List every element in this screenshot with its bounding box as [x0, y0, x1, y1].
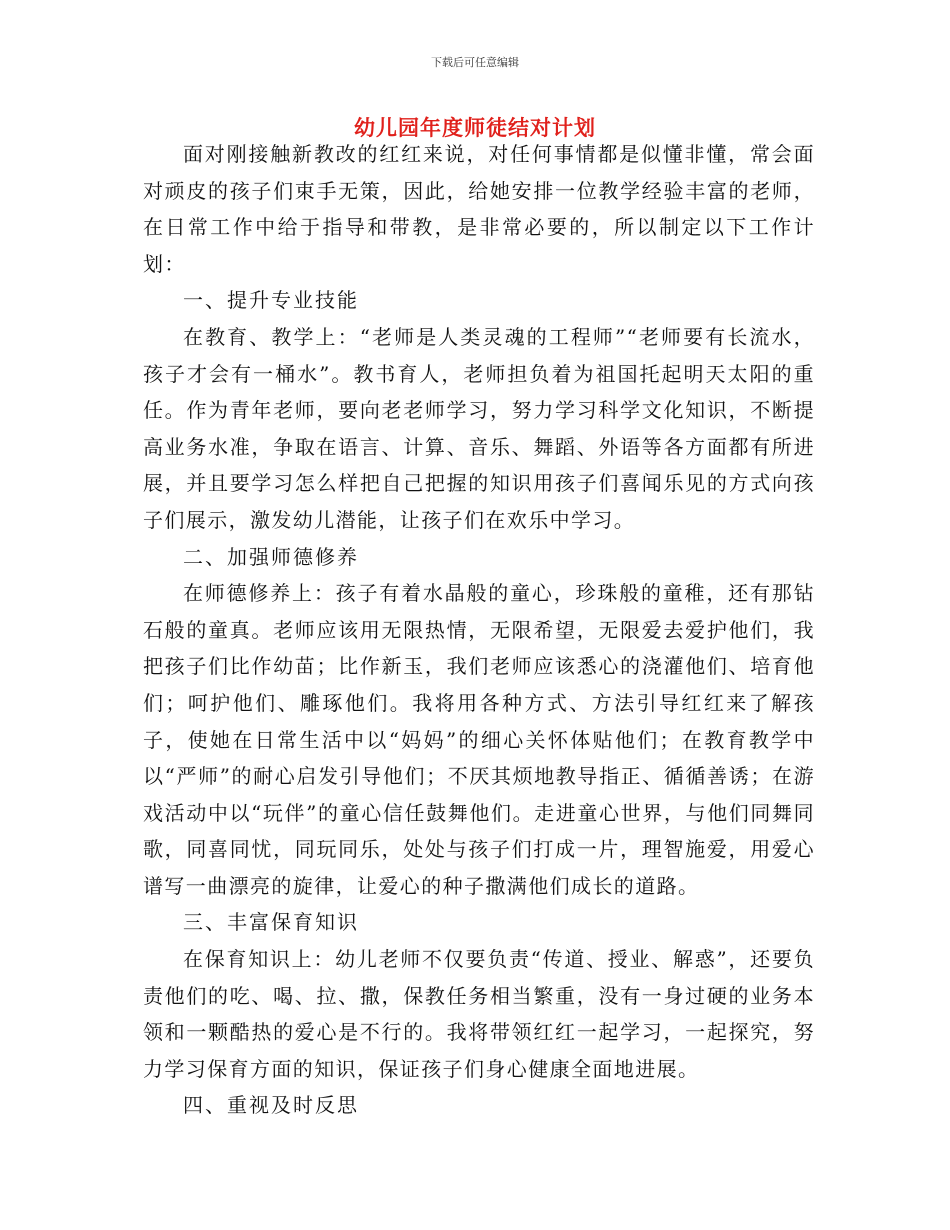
document-title: 幼儿园年度师徒结对计划 — [354, 116, 596, 140]
header-note: 下载后可任意编辑 — [431, 56, 519, 69]
section-paragraph-2: 在师德修养上：孩子有着水晶般的童心，珍珠般的童稚，还有那钻石般的童真。老师应该用无限热情，无限希望，无限爱去爱护他们，我把孩子们比作幼苗；比作新玉，我们老师应该悉心的浇灌他们、培育他们；呵护他们、雕琢他们。我将用各种方式、方法引导红红来了解孩子，使她在日常生活中以“妈妈”的细心关怀体贴他们；在教育教学中以“严师”的耐心启发引导他们；不厌其烦地教导指正、循循善诱；在游戏活动中以“玩伴”的童心信任鼓舞他们。走进童心世界，与他们同舞同歌，同喜同忧，同玩同乐，处处与孩子们打成一片，理智施爱，用爱心谱写一曲漂亮的旋律，让爱心的种子撒满他们成长的道路。 — [143, 581, 815, 898]
section-heading-4: 四、重视及时反思 — [183, 1093, 359, 1118]
section-heading-2: 二、加强师德修养 — [183, 544, 359, 569]
section-heading-1: 一、提升专业技能 — [183, 288, 359, 313]
section-paragraph-3: 在保育知识上：幼儿老师不仅要负责“传道、授业、解惑”，还要负责他们的吃、喝、拉、撒，保教任务相当繁重，没有一身过硬的业务本领和一颗酷热的爱心是不行的。我将带领红红一起学习，一起探究，努力学习保育方面的知识，保证孩子们身心健康全面地进展。 — [143, 947, 815, 1081]
section-paragraph-1: 在教育、教学上：“老师是人类灵魂的工程师”“老师要有长流水，孩子才会有一桶水”。教书育人，老师担负着为祖国托起明天太阳的重任。作为青年老师，要向老老师学习，努力学习科学文化知识，不断提高业务水准，争取在语言、计算、音乐、舞蹈、外语等各方面都有所进展，并且要学习怎么样把自己把握的知识用孩子们喜闻乐见的方式向孩子们展示，激发幼儿潜能，让孩子们在欢乐中学习。 — [143, 324, 815, 532]
document-body — [143, 136, 815, 1124]
intro-paragraph: 面对刚接触新教改的红红来说，对任何事情都是似懂非懂，常会面对顽皮的孩子们束手无策，因此，给她安排一位教学经验丰富的老师，在日常工作中给于指导和带教，是非常必要的，所以制定以下工作计划： — [143, 142, 815, 276]
section-heading-3: 三、丰富保育知识 — [183, 910, 359, 935]
